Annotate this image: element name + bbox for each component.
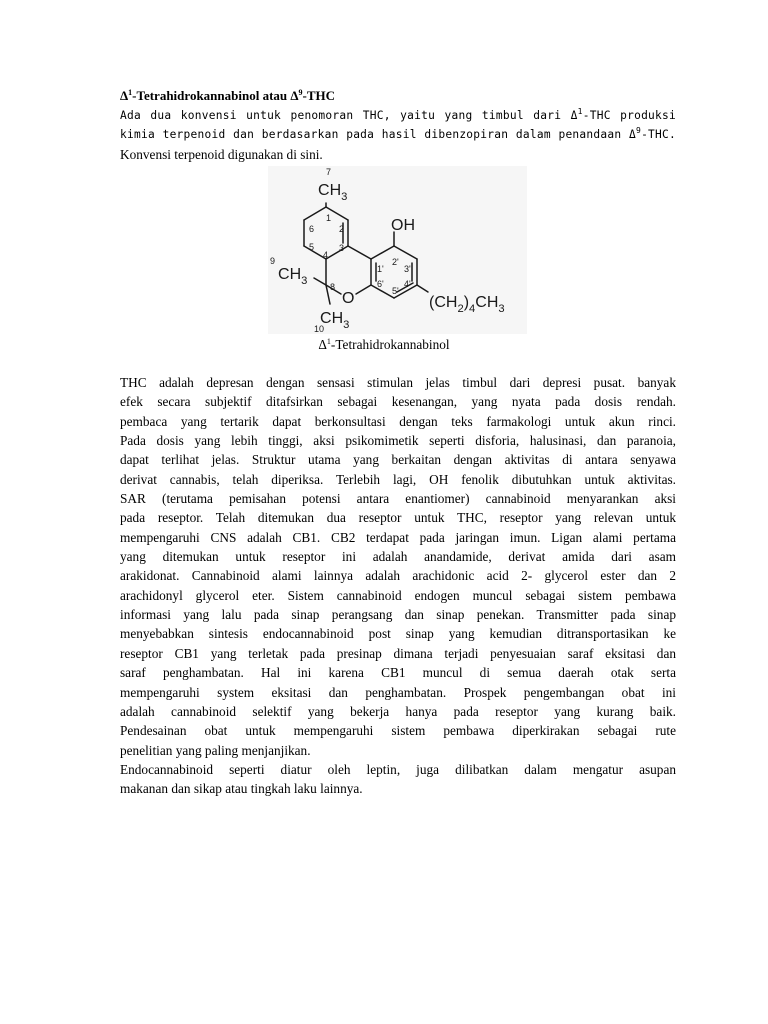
atom-number: 6' (377, 279, 384, 289)
hydroxyl-label: OH (391, 217, 415, 234)
atom-number: 2' (392, 257, 399, 267)
body-line: saraf penghambatan. Hal ini karena CB1 muncul di semua daerah otak serta (120, 665, 676, 681)
intro-line (120, 106, 676, 125)
body-line: efek secara subjektif ditafsirkan sebagai kesenangan, yang nyata pada dosis rendah. (120, 394, 676, 410)
label-char: H (329, 182, 342, 199)
heading-text: -THC (302, 88, 336, 103)
text-run: kimia terpenoid dan berdasarkan pada hasil dibenzopiran dalam penandaan (120, 128, 629, 142)
thc-structure-diagram (268, 166, 527, 334)
label-char: ) (463, 294, 470, 311)
label-char: H (289, 266, 302, 283)
caption-text: -Tetrahidrokannabinol (330, 337, 450, 352)
body-line: arakidonat. Cannabinoid alami lainnya adalah arachidonic acid 2- glycerol ester dan 2 (120, 568, 676, 584)
subscript-char: 3 (341, 190, 348, 203)
subscript-char: 3 (343, 318, 350, 331)
text-run: -THC. (641, 128, 676, 142)
label-char: H (445, 294, 458, 311)
intro-line: Konvensi terpenoid digunakan di sini. (120, 146, 323, 162)
body-line: Pendesainan obat untuk mempengaruhi sistem pembawa diperkirakan sebagai rute (120, 723, 676, 739)
body-line: dapat terlihat jelas. Struktur utama yang berkaitan dengan aktivitas di antara senyawa (120, 452, 676, 468)
section-heading (120, 88, 335, 104)
label-char: C (278, 266, 290, 283)
atom-number: 3' (404, 264, 411, 274)
atom-number: 6 (309, 224, 315, 234)
body-paragraph (120, 373, 676, 799)
intro-paragraph (120, 106, 676, 164)
atom-number: 2 (339, 224, 345, 234)
body-line: yang ditemukan untuk reseptor ini adalah anandamide, derivat amida dari asam (120, 549, 676, 565)
label-char: C (434, 294, 446, 311)
body-line: derivat cannabis, telah diperiksa. Terlebih lagi, OH fenolik dibutuhkan untuk aktivitas. (120, 471, 676, 487)
label-char: H (486, 294, 499, 311)
body-line: pembaca yang tertarik dapat berkonsultasi dengan teks farmakologi untuk akun rinci. (120, 413, 676, 429)
oxygen-label: O (342, 290, 355, 307)
body-line: adalah cannabinoid selektif yang bekerja hanya pada reseptor yang kurang baik. (120, 703, 676, 719)
thc-structure-figure (268, 166, 527, 334)
intro-line (120, 125, 676, 144)
delta-symbol: Δ (290, 88, 299, 103)
body-line: THC adalah depresan dengan sensasi stimulan jelas timbul dari depresi pusat. banyak (120, 375, 676, 390)
superscript: 1 (326, 337, 331, 346)
superscript: 9 (298, 88, 303, 97)
body-line: Endocannabinoid seperti diatur oleh leptin, juga dilibatkan dalam mengatur asupan (120, 761, 676, 777)
subscript-char: 4 (469, 302, 476, 315)
superscript: 1 (128, 88, 133, 97)
subscript-char: 2 (457, 302, 464, 315)
figure-caption (0, 337, 768, 353)
atom-number: 7 (326, 167, 332, 177)
atom-number: 8 (330, 282, 336, 292)
label-char: H (331, 310, 344, 327)
body-line: pada reseptor. Telah ditemukan dua reseptor untuk THC, reseptor yang relevan untuk (120, 510, 676, 526)
text-run: Ada dua konvensi untuk penomoran THC, yaitu yang timbul dari (120, 109, 571, 122)
label-char: C (475, 294, 487, 311)
atom-number: 1' (377, 264, 384, 274)
delta-symbol: Δ (570, 109, 578, 122)
superscript: 9 (635, 126, 642, 136)
superscript: 1 (577, 107, 583, 116)
atom-number: 9 (270, 256, 276, 266)
body-line: Pada dosis yang lebih tinggi, aksi psikomimetik seperti disforia, halusinasi, dan paranoia, (120, 433, 676, 449)
label-char: C (318, 182, 330, 199)
atom-number: 4' (404, 279, 411, 289)
delta-symbol: Δ (628, 128, 636, 142)
body-line: reseptor CB1 yang terletak pada presinap dimana terjadi penyesuaian saraf eksitasi dan (120, 645, 676, 661)
text-run: -THC produksi (582, 109, 676, 122)
atom-number: 10 (314, 324, 325, 334)
body-line: menyebabkan sintesis endocannabinoid post sinap yang kemudian ditransportasikan ke (120, 626, 676, 642)
body-line: mempengaruhi CNS adalah CB1. CB2 terdapat pada jaringan imun. Ligan alami pertama (120, 529, 676, 545)
atom-number: 4 (323, 250, 329, 260)
subscript-char: 3 (301, 274, 308, 287)
delta-symbol: Δ (120, 88, 129, 103)
body-line: penelitian yang paling menjanjikan. (120, 742, 311, 758)
body-line: mempengaruhi system eksitasi dan penghambatan. Prospek pengembangan obat ini (120, 684, 676, 700)
label-char: C (320, 310, 332, 327)
body-line: arachidonyl glycerol eter. Sistem cannabinoid endogen muncul sebagai sistem pembawa (120, 587, 676, 603)
heading-text: -Tetrahidrokannabinol atau (132, 88, 291, 103)
body-line: informasi yang lalu pada sinap perangsang dan sinap penekan. Transmitter pada sinap (120, 607, 676, 623)
body-line: makanan dan sikap atau tingkah laku lainnya. (120, 781, 363, 797)
atom-number: 1 (326, 213, 332, 223)
atom-number: 3 (339, 243, 345, 253)
subscript-char: 3 (498, 302, 505, 315)
body-line: SAR (terutama pemisahan potensi antara enantiomer) cannabinoid menyarankan aksi (120, 491, 676, 507)
delta-symbol: Δ (318, 337, 327, 352)
atom-number: 5 (309, 242, 315, 252)
atom-number: 5' (392, 286, 399, 296)
label-char: ( (429, 294, 435, 311)
